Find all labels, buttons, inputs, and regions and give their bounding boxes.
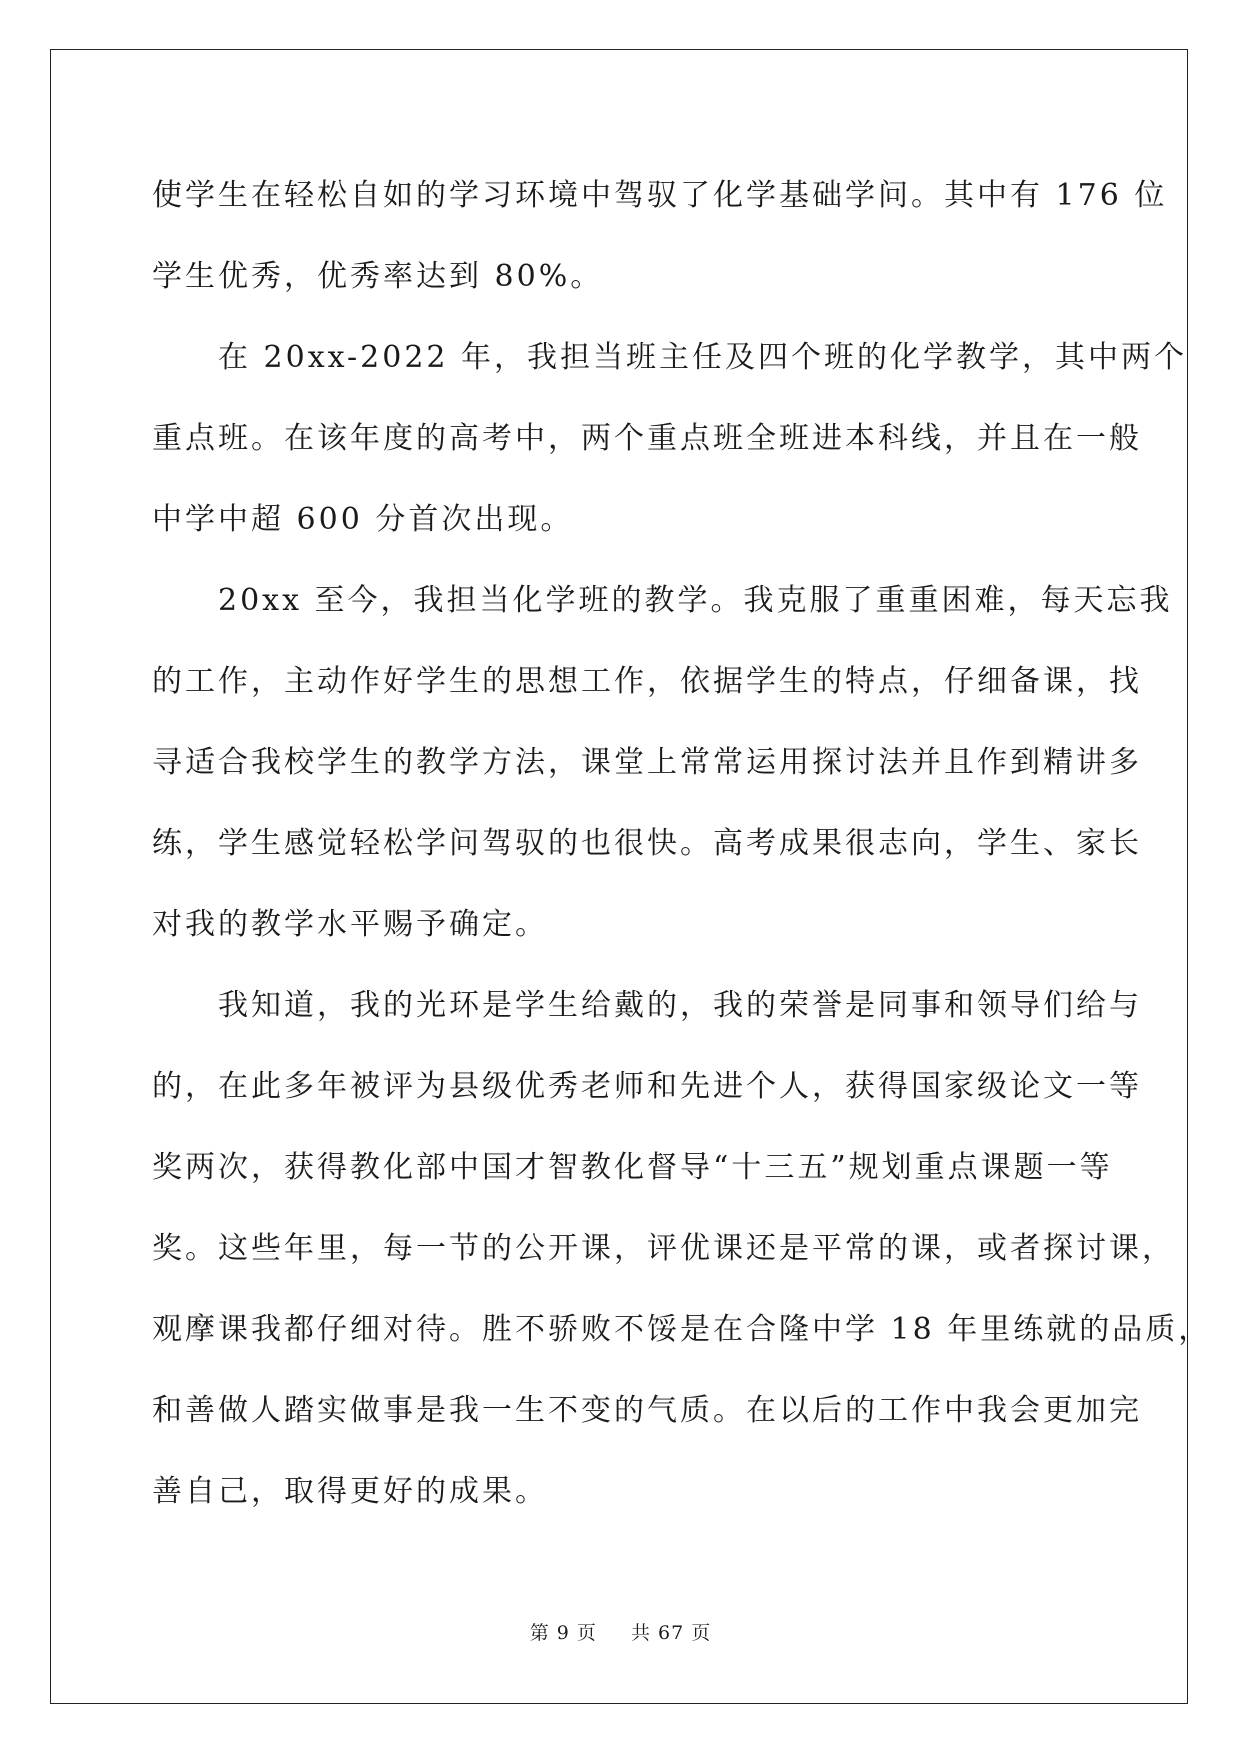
text-line: 对我的教学水平赐予确定。	[152, 907, 548, 942]
text-line: 练，学生感觉轻松学问驾驭的也很快。高考成果很志向，学生、家长	[152, 826, 1142, 861]
page-footer	[0, 1618, 1241, 1645]
text-line: 善自己，取得更好的成果。	[152, 1474, 548, 1509]
text-line: 我知道，我的光环是学生给戴的，我的荣誉是同事和领导们给与	[152, 988, 1142, 1023]
text-line: 中学中超 600 分首次出现。	[152, 502, 574, 537]
text-line: 学生优秀，优秀率达到 80%。	[152, 259, 604, 294]
page-total: 共 67 页	[631, 1622, 712, 1644]
text-line: 奖两次，获得教化部中国才智教化督导“十三五”规划重点课题一等	[152, 1150, 1113, 1185]
text-line: 寻适合我校学生的教学方法，课堂上常常运用探讨法并且作到精讲多	[152, 745, 1142, 780]
text-line: 的，在此多年被评为县级优秀老师和先进个人，获得国家级论文一等	[152, 1069, 1142, 1104]
text-line: 观摩课我都仔细对待。胜不骄败不馁是在合隆中学 18 年里练就的品质，	[152, 1312, 1212, 1347]
text-line: 使学生在轻松自如的学习环境中驾驭了化学基础学问。其中有 176 位	[152, 178, 1168, 213]
text-line: 在 20xx-2022 年，我担当班主任及四个班的化学教学，其中两个	[152, 340, 1188, 375]
text-line: 和善做人踏实做事是我一生不变的气质。在以后的工作中我会更加完	[152, 1393, 1142, 1428]
document-body	[152, 155, 1212, 1532]
text-line: 重点班。在该年度的高考中，两个重点班全班进本科线，并且在一般	[152, 421, 1142, 456]
text-line: 奖。这些年里，每一节的公开课，评优课还是平常的课，或者探讨课，	[152, 1231, 1175, 1266]
text-line: 的工作，主动作好学生的思想工作，依据学生的特点，仔细备课，找	[152, 664, 1142, 699]
text-line: 20xx 至今，我担当化学班的教学。我克服了重重困难，每天忘我	[152, 583, 1173, 618]
page-number: 第 9 页	[529, 1622, 597, 1644]
